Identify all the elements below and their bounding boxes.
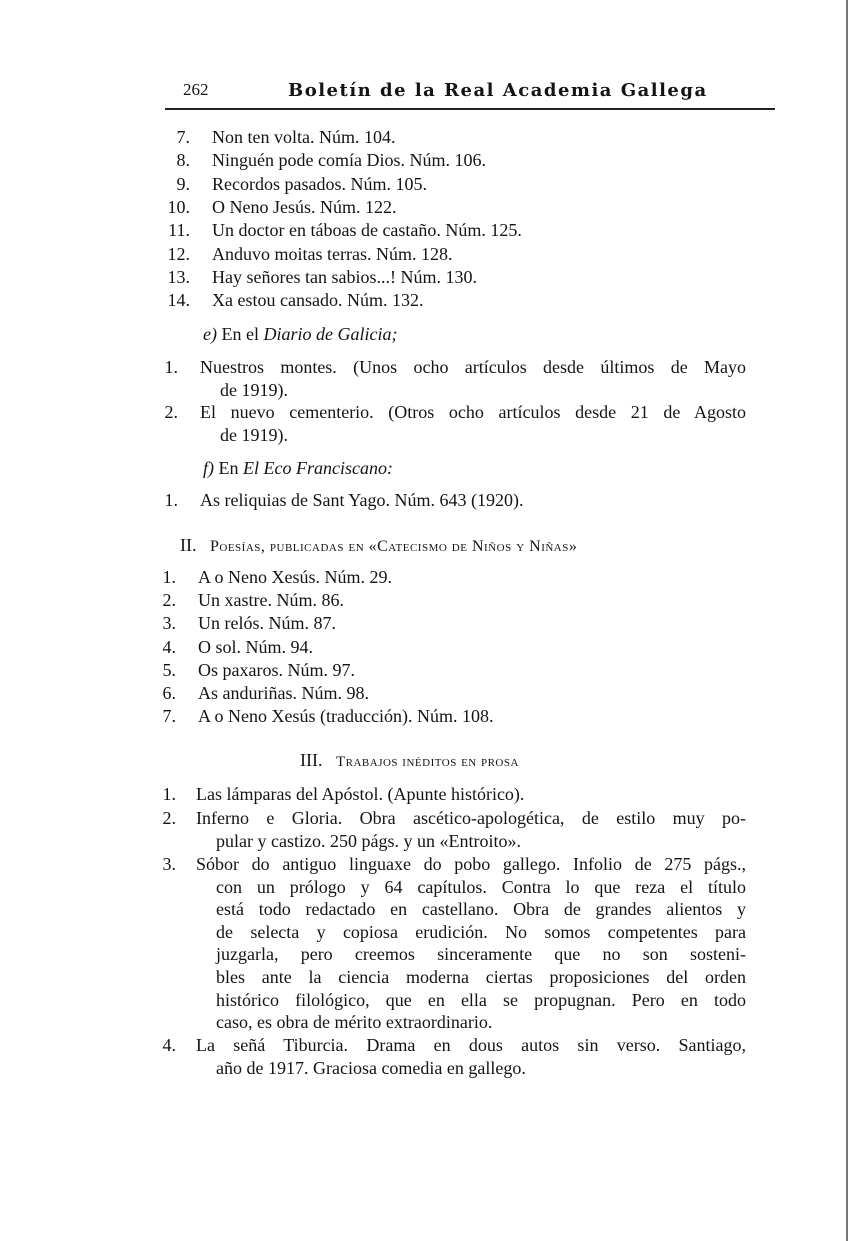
item-number: 1. xyxy=(164,357,178,377)
list-item-line: de 1919). xyxy=(220,379,288,400)
list-item-line: La señá Tiburcia. Drama en dous autos sin verso. Santiago, xyxy=(196,1035,746,1055)
item-number: 9. xyxy=(176,173,190,194)
list-item-line: caso, es obra de mérito extraordinario. xyxy=(216,1012,493,1033)
list-item-line: de 1919). xyxy=(220,424,288,445)
item-number: 2. xyxy=(162,808,176,828)
list-item: Hay señores tan sabios...! Núm. 130. xyxy=(212,266,477,287)
section-numeral: III. xyxy=(300,750,323,770)
list-item: Recordos pasados. Núm. 105. xyxy=(212,173,427,194)
list-item: A o Neno Xesús (traducción). Núm. 108. xyxy=(198,706,494,727)
section-title: Trabajos inéditos en prosa xyxy=(335,754,519,770)
list-item: Anduvo moitas terras. Núm. 128. xyxy=(212,243,453,264)
list-item: Ninguén pode comía Dios. Núm. 106. xyxy=(212,150,486,171)
subsection-heading xyxy=(203,323,397,345)
item-number: 14. xyxy=(167,290,190,311)
item-number: 1. xyxy=(162,784,176,804)
list-item-line: Sóbor do antiguo linguaxe do pobo gallego. Infolio de 275 págs., xyxy=(196,854,746,874)
list-item: Non ten volta. Núm. 104. xyxy=(212,127,396,147)
subsection-heading xyxy=(203,457,393,479)
page-number: 262 xyxy=(183,80,209,99)
list-item: A o Neno Xesús. Núm. 29. xyxy=(198,567,392,587)
list-item-line: Nuestros montes. (Unos ocho artículos desde últimos de Mayo xyxy=(200,357,746,377)
list-item: O sol. Núm. 94. xyxy=(198,636,314,657)
list-item-line: bles ante la ciencia moderna ciertas proposiciones del orden xyxy=(216,967,746,987)
item-number: 10. xyxy=(167,196,190,217)
item-number: 12. xyxy=(167,243,190,264)
list-item-line: con un prólogo y 64 capítulos. Contra lo que reza el título xyxy=(216,876,746,897)
section-numeral: II. xyxy=(180,535,197,555)
list-item: Os paxaros. Núm. 97. xyxy=(198,659,355,680)
list-item: Un doctor en táboas de castaño. Núm. 125. xyxy=(212,220,522,241)
section-title: Poesías, publicadas en «Catecismo de Niños y Niñas» xyxy=(210,538,578,555)
list-item-line: año de 1917. Graciosa comedia en gallego. xyxy=(216,1057,526,1078)
periodical-title: Diario de Galicia; xyxy=(263,324,398,344)
item-number: 13. xyxy=(167,266,190,287)
section-heading xyxy=(300,749,519,773)
item-number: 1. xyxy=(162,567,176,587)
list-item-line: de selecta y copiosa erudición. No somos competentes para xyxy=(216,921,746,942)
list-item: Xa estou cansado. Núm. 132. xyxy=(212,290,424,311)
subsection-prefix: En xyxy=(218,458,239,478)
list-item: As reliquias de Sant Yago. Núm. 643 (1920). xyxy=(200,490,524,510)
item-number: 7. xyxy=(162,706,176,727)
item-number: 5. xyxy=(162,659,176,680)
list-item: Un relós. Núm. 87. xyxy=(198,613,336,634)
item-number: 7. xyxy=(176,127,190,147)
item-number: 1. xyxy=(164,490,178,510)
scan-edge-line xyxy=(846,0,848,1241)
list-item-line: está todo redactado en castellano. Obra de grandes alientos y xyxy=(216,899,746,920)
list-item-line: juzgarla, pero creemos sinceramente que no son sosteni- xyxy=(216,944,746,965)
list-item-line: Inferno e Gloria. Obra ascético-apologética, de estilo muy po- xyxy=(196,808,746,828)
list-item-line: pular y castizo. 250 págs. y un «Entroito». xyxy=(216,830,521,851)
list-item: O Neno Jesús. Núm. 122. xyxy=(212,196,397,217)
item-number: 2. xyxy=(162,590,176,611)
item-number: 4. xyxy=(162,636,176,657)
item-number: 3. xyxy=(162,854,176,874)
header-rule xyxy=(165,108,775,110)
running-title: Boletín de la Real Academia Gallega xyxy=(288,80,708,101)
item-number: 4. xyxy=(162,1035,176,1055)
periodical-title: El Eco Franciscano: xyxy=(243,458,393,478)
list-item: As anduriñas. Núm. 98. xyxy=(198,683,369,703)
section-heading xyxy=(180,534,725,558)
subsection-label: e) xyxy=(203,324,217,344)
item-number: 6. xyxy=(162,683,176,703)
item-number: 2. xyxy=(164,402,178,422)
list-item-line: El nuevo cementerio. (Otros ocho artículos desde 21 de Agosto xyxy=(200,402,746,422)
list-item-line: histórico filológico, que en ella se propugnan. Pero en todo xyxy=(216,989,746,1010)
subsection-prefix: En el xyxy=(221,324,259,344)
item-number: 8. xyxy=(176,150,190,171)
item-number: 11. xyxy=(168,220,190,241)
list-item: Un xastre. Núm. 86. xyxy=(198,590,344,611)
subsection-label: f) xyxy=(203,458,214,478)
item-number: 3. xyxy=(162,613,176,634)
list-item-line: Las lámparas del Apóstol. (Apunte histórico). xyxy=(196,784,525,804)
